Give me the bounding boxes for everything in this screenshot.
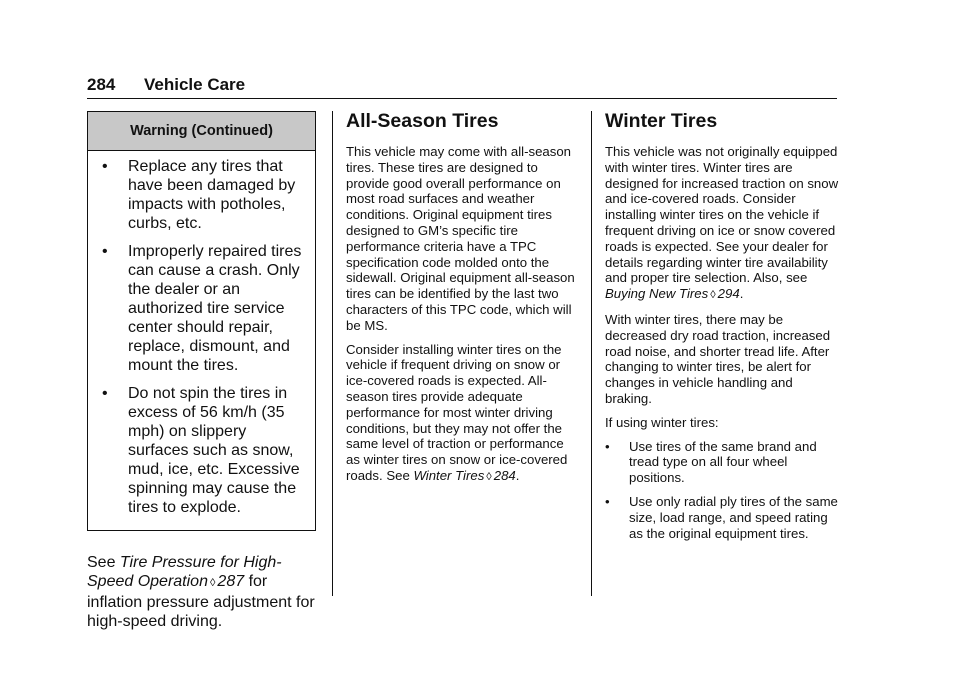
bullet-icon: •: [605, 493, 610, 509]
list-item: [605, 494, 840, 541]
tire-pressure-link[interactable]: Tire Pressure for High-Speed Operation: [87, 554, 282, 590]
list-item-text: Use only radial ply tires of the same size, load range, and speed rating as the original equipment tires.: [629, 493, 838, 541]
warning-list: [88, 151, 315, 530]
bullet-icon: •: [102, 158, 108, 175]
all-season-para-2: [346, 342, 578, 486]
bullet-icon: •: [605, 438, 610, 454]
winter-tires-link[interactable]: Winter Tires: [413, 467, 485, 483]
warning-title: Warning (Continued): [88, 112, 315, 151]
page-number: 284: [87, 75, 116, 94]
column-divider: [332, 111, 333, 596]
column-1: [87, 111, 316, 631]
winter-para-1-text: This vehicle was not originally equipped with winter tires. Winter tires are designed for increased traction on snow and ice-covered roads. Consider installing winter tires on the vehicle if frequent driving on ice or snow covered roads is expected. See your dealer for details regarding winter tire availability and proper tire selection. Also, see: [605, 144, 839, 286]
warning-item-text: Do not spin the tires in excess of 56 km/h (35 mph) on slippery surfaces such as snow, mud, ice, etc. Excessive spinning may cause the tires to explode.: [128, 385, 300, 516]
warning-item-text: Replace any tires that have been damaged by impacts with potholes, curbs, etc.: [128, 158, 296, 232]
bullet-icon: •: [102, 243, 108, 260]
all-season-para-1: This vehicle may come with all-season tires. These tires are designed to provide good overall performance on most road surfaces and weather conditions. Original equipment tires designed to GM’s specific tire performance criteria have a TPC specification code molded onto the sidewall. Original equipment all-season tires can be identified by the last two characters of this TPC code, which will be MS.: [346, 144, 575, 333]
page-header: [87, 72, 837, 99]
winter-para-2: With winter tires, there may be decreased dry road traction, increased road noise, and shorter tread life. After changing to winter tires, be alert for changes in vehicle handling and braking.: [605, 311, 831, 406]
bullet-icon: •: [102, 385, 108, 402]
period: .: [739, 286, 744, 302]
warning-item: [102, 157, 307, 233]
page-ref-icon: ◊: [486, 470, 492, 483]
page-ref-284[interactable]: 284: [493, 467, 516, 483]
column-2: [346, 109, 578, 494]
warning-item-text: Improperly repaired tires can cause a crash. Only the dealer or an authorized tire service center should repair, replace, dismount, and mount the tires.: [128, 243, 302, 374]
winter-heading: Winter Tires: [605, 110, 718, 132]
winter-bullet-list: [605, 439, 840, 542]
page-ref-icon: ◊: [209, 577, 216, 589]
paragraph-rest: for inflation pressure adjustment for high-speed driving.: [87, 573, 315, 630]
buying-new-tires-link[interactable]: Buying New Tires: [605, 286, 709, 302]
page-ref-icon: ◊: [710, 289, 716, 302]
period: .: [515, 467, 520, 483]
see-text: See: [87, 554, 120, 571]
page-ref-287[interactable]: 287: [217, 573, 245, 590]
all-season-heading: All-Season Tires: [346, 110, 499, 132]
list-item-text: Use tires of the same brand and tread type on all four wheel positions.: [629, 438, 817, 486]
list-item: [605, 439, 840, 486]
column-divider: [591, 111, 592, 596]
high-speed-paragraph: [87, 553, 316, 631]
winter-para-3: If using winter tires:: [605, 414, 719, 430]
warning-item: [102, 242, 307, 375]
warning-item: [102, 384, 307, 517]
all-season-para-2-text: Consider installing winter tires on the vehicle if frequent driving on snow or ice-covered roads is expected. All-season tires provide adequate performance for most winter driving conditions, but they may not offer the same level of traction or performance as winter tires on snow or ice-covered roads. See: [346, 341, 568, 483]
column-3: [605, 109, 840, 549]
section-title: Vehicle Care: [144, 75, 246, 94]
winter-para-1: [605, 144, 840, 304]
warning-box: [87, 111, 316, 531]
page-ref-294[interactable]: 294: [717, 286, 740, 302]
